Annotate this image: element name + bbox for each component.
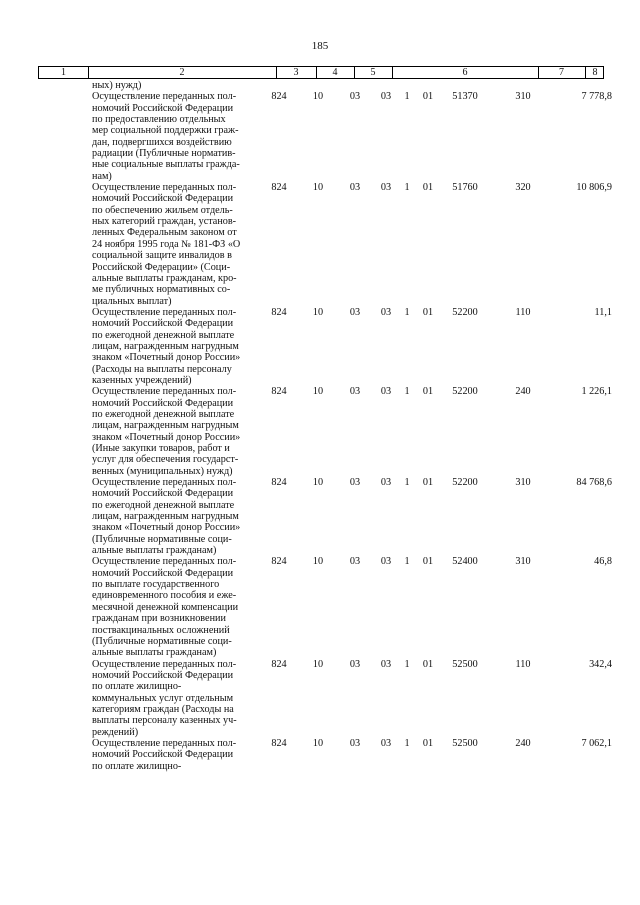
header-col-4: 4	[332, 67, 338, 78]
cell-c6c: 01	[422, 182, 434, 194]
cell-c6c: 01	[422, 91, 434, 103]
cell-c6b: 1	[404, 386, 410, 398]
cell-amount: 7 778,8	[581, 91, 612, 103]
header-col-7: 7	[559, 67, 564, 78]
row-description: Осуществление переданных пол- номочий Российской Федерации по обеспечению жильем отдель- ных категорий граждан, установ- ленных Федеральным законом от 24 ноября 1995 года № 181-ФЗ «О социальной защите инвалидов в Российской Федерации» (Соци- альные выплаты гражданам, кро- ме публичных нормативных со- циальных выплат)	[92, 182, 241, 307]
cell-c6b: 1	[404, 182, 410, 194]
cell-c6b: 1	[404, 658, 410, 670]
cell-c4: 10	[312, 556, 324, 568]
header-col-5: 5	[370, 67, 376, 78]
cell-c5: 03	[349, 306, 361, 318]
cell-c6a: 03	[380, 386, 392, 398]
cell-c6a: 03	[380, 306, 392, 318]
cell-c3: 824	[271, 477, 287, 489]
cell-c4: 10	[312, 477, 324, 489]
cell-c7: 320	[515, 182, 531, 194]
table-row	[0, 477, 640, 556]
cell-amount: 1 226,1	[581, 386, 612, 398]
cell-c6a: 03	[380, 556, 392, 568]
table-row	[0, 659, 640, 738]
cell-c5: 03	[349, 477, 361, 489]
page-number: 185	[311, 40, 329, 52]
cell-c6d: 52500	[452, 737, 478, 749]
row-description: Осуществление переданных пол- номочий Российской Федерации по предоставлению отдельных мер социальной поддержки граж- дан, подвергшихся воздействию радиации (Публичные норматив- ные социальные выплаты гражда- нам)	[92, 91, 240, 182]
cell-c5: 03	[349, 556, 361, 568]
cell-c4: 10	[312, 658, 324, 670]
row-description: Осуществление переданных пол- номочий Российской Федерации по ежегодной денежной выплате лицам, награжденным нагрудным знаком «Почетный донор России» (Иные закупки товаров, работ и услуг для обеспечения государст- венных (муниципальных) нужд)	[92, 386, 241, 477]
cell-amount: 84 768,6	[576, 477, 612, 489]
cell-c6b: 1	[404, 556, 410, 568]
table-header	[38, 66, 604, 79]
row-description: Осуществление переданных пол- номочий Российской Федерации по ежегодной денежной выплате лицам, награжденным нагрудным знаком «Почетный донор России» (Публичные нормативные соци- альные выплаты гражданам)	[92, 477, 241, 557]
table-row	[0, 386, 640, 477]
cell-c4: 10	[312, 182, 324, 194]
cell-c5: 03	[349, 658, 361, 670]
cell-amount: 7 062,1	[581, 737, 612, 749]
cell-c6b: 1	[404, 477, 410, 489]
cell-c6c: 01	[422, 386, 434, 398]
table-row	[0, 738, 640, 772]
cell-amount: 342,4	[589, 658, 612, 670]
cell-c6d: 52400	[452, 556, 478, 568]
cell-c5: 03	[349, 91, 361, 103]
cell-c6c: 01	[422, 556, 434, 568]
cell-c6c: 01	[422, 737, 434, 749]
header-col-6: 6	[462, 67, 468, 78]
cell-amount: 10 806,9	[576, 182, 612, 194]
header-col-3: 3	[293, 67, 299, 78]
table-row	[0, 182, 640, 307]
cell-c6b: 1	[404, 737, 410, 749]
row-description: Осуществление переданных пол- номочий Российской Федерации по оплате жилищно-	[92, 737, 237, 772]
cell-c6c: 01	[422, 658, 434, 670]
cell-c7: 310	[515, 477, 531, 489]
cell-c6a: 03	[380, 658, 392, 670]
cell-c6d: 51370	[452, 91, 478, 103]
budget-table	[0, 80, 640, 772]
cell-c3: 824	[271, 182, 287, 194]
cell-c4: 10	[312, 737, 324, 749]
header-col-1: 1	[61, 67, 66, 78]
cell-c5: 03	[349, 182, 361, 194]
table-row	[0, 556, 640, 658]
cell-c7: 110	[515, 658, 531, 670]
cell-c6a: 03	[380, 477, 392, 489]
cell-c3: 824	[271, 91, 287, 103]
cell-c7: 110	[515, 306, 531, 318]
header-col-8: 8	[592, 67, 598, 78]
cell-c4: 10	[312, 306, 324, 318]
table-row	[0, 307, 640, 386]
cell-c6d: 52200	[452, 386, 478, 398]
cell-c6d: 51760	[452, 182, 478, 194]
cell-amount: 11,1	[594, 306, 612, 318]
cell-c6b: 1	[404, 306, 410, 318]
cell-c4: 10	[312, 386, 324, 398]
cell-c7: 310	[515, 556, 531, 568]
row-description: Осуществление переданных пол- номочий Российской Федерации по ежегодной денежной выплате лицам, награжденным нагрудным знаком «Почетный донор России» (Расходы на выплаты персоналу казенных учреждений)	[92, 306, 241, 386]
cell-c5: 03	[349, 737, 361, 749]
table-row	[0, 91, 640, 182]
cell-c6c: 01	[422, 477, 434, 489]
cell-c7: 240	[515, 386, 531, 398]
cell-c6a: 03	[380, 182, 392, 194]
cell-c6d: 52500	[452, 658, 478, 670]
cell-c3: 824	[271, 556, 287, 568]
cell-c3: 824	[271, 306, 287, 318]
cell-c6d: 52200	[452, 306, 478, 318]
cell-c3: 824	[271, 386, 287, 398]
row-description: Осуществление переданных пол- номочий Российской Федерации по выплате государственного единовременного пособия и еже- месячной денежной компенсации гражданам при возникновении поствакцинальных осложнений (Публичные нормативные соци- альные выплаты гражданам)	[92, 556, 239, 659]
cell-c6d: 52200	[452, 477, 478, 489]
cell-c6b: 1	[404, 91, 410, 103]
header-col-2: 2	[179, 67, 185, 78]
continuation-row	[0, 80, 640, 91]
cell-c6a: 03	[380, 91, 392, 103]
row-description: Осуществление переданных пол- номочий Российской Федерации по оплате жилищно- коммунальных услуг отдельным категориям граждан (Расходы на выплаты персоналу казенных уч- реждений)	[92, 658, 237, 738]
cell-c6c: 01	[422, 306, 434, 318]
cell-c7: 240	[515, 737, 531, 749]
cell-c4: 10	[312, 91, 324, 103]
cell-c5: 03	[349, 386, 361, 398]
cell-c7: 310	[515, 91, 531, 103]
cell-c3: 824	[271, 658, 287, 670]
cell-c6a: 03	[380, 737, 392, 749]
cell-c3: 824	[271, 737, 287, 749]
cell-amount: 46,8	[594, 556, 612, 568]
continuation-text: ных) нужд)	[92, 80, 142, 91]
